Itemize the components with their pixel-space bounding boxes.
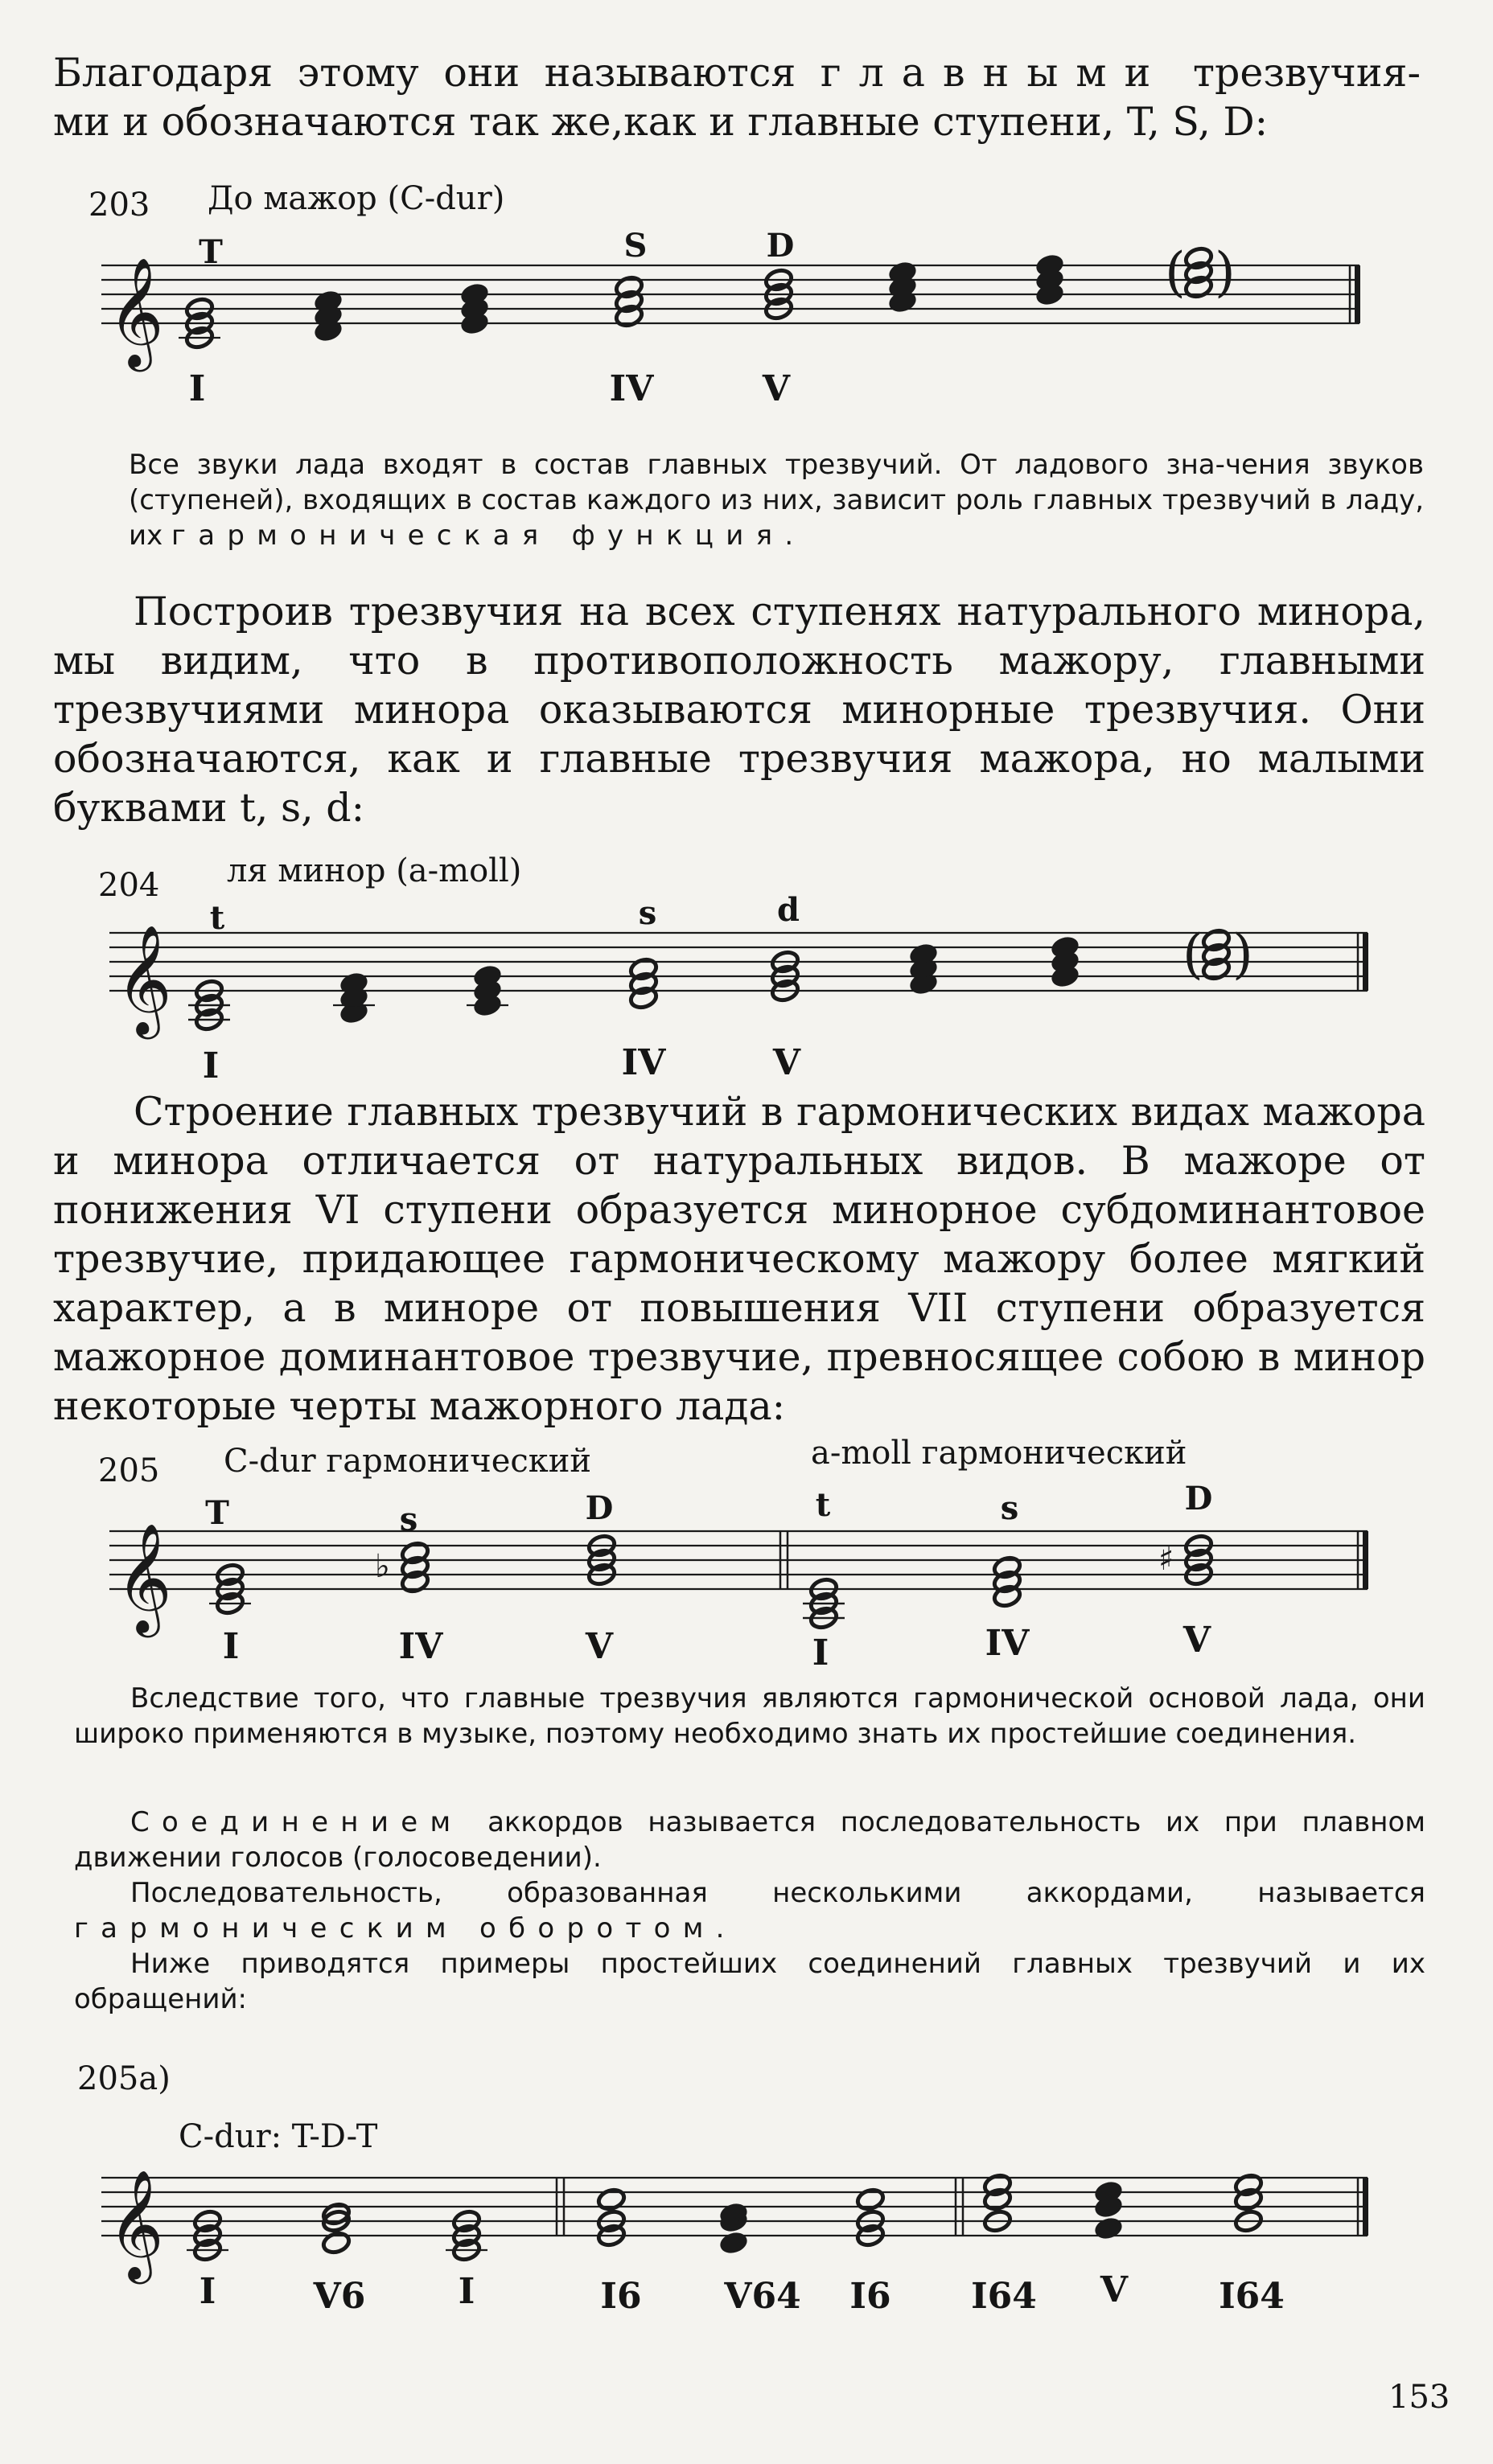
small-paragraph-functions	[129, 447, 1424, 553]
degree-label: V	[585, 1626, 614, 1667]
example-title-205a: C-dur: T-D-T	[179, 2118, 378, 2155]
function-label-d: d	[777, 891, 800, 929]
notehead	[459, 297, 489, 322]
notehead	[982, 2173, 1012, 2198]
notehead	[718, 2231, 748, 2256]
final-barline	[1363, 2178, 1368, 2236]
notehead	[1183, 246, 1213, 271]
notehead	[472, 979, 502, 1004]
notehead	[596, 2209, 626, 2234]
function-label-s: s	[399, 1501, 418, 1538]
notehead	[184, 297, 214, 322]
notehead	[400, 1541, 430, 1566]
notehead	[808, 1606, 838, 1631]
parenthesis-right: )	[1232, 923, 1253, 985]
function-label-s: s	[1000, 1489, 1019, 1527]
notehead	[763, 297, 793, 322]
notehead	[855, 2224, 885, 2248]
degree-label: IV	[398, 1626, 443, 1667]
notehead	[194, 993, 224, 1018]
notehead	[763, 268, 793, 293]
notehead	[808, 1591, 838, 1616]
notehead	[1093, 2180, 1123, 2205]
notehead	[321, 2209, 351, 2234]
function-label-T: T	[199, 233, 223, 271]
degree-label: I6	[600, 2276, 642, 2317]
notehead	[628, 971, 658, 996]
notehead	[992, 1570, 1022, 1595]
notehead	[982, 2187, 1012, 2212]
degree-label: I	[199, 2271, 216, 2312]
degree-label: I	[222, 1626, 240, 1667]
text-segment: Благодаря этому они называются	[53, 50, 821, 96]
example-title-205-right: a-moll гармонический	[811, 1435, 1187, 1472]
notehead	[215, 1591, 245, 1616]
spaced-term-harmonic-turn: гармоническим оборотом.	[74, 1912, 737, 1945]
notehead	[855, 2187, 885, 2212]
degree-label: I	[188, 368, 206, 409]
notehead	[339, 971, 368, 996]
example-number-205a: 205а)	[77, 2060, 171, 2097]
notehead	[215, 1563, 245, 1587]
notehead	[1183, 1548, 1213, 1573]
notehead	[339, 986, 368, 1011]
small-paragraph-turn-def	[74, 1875, 1425, 1946]
function-label-D: D	[1184, 1480, 1213, 1517]
parenthesis-left: (	[1165, 241, 1186, 303]
notehead	[472, 964, 502, 989]
degree-label: I	[202, 1045, 220, 1086]
function-label-t: t	[815, 1486, 831, 1524]
notehead	[313, 318, 343, 343]
degree-label: V	[1182, 1620, 1211, 1661]
notehead	[472, 993, 502, 1018]
notehead	[586, 1534, 616, 1558]
function-label-D: D	[585, 1489, 614, 1527]
text-segment: трезвучия-	[1168, 50, 1421, 96]
notehead	[992, 1555, 1022, 1580]
page-number: 153	[1388, 2379, 1450, 2416]
notehead	[1050, 950, 1080, 975]
example-number-205: 205	[98, 1452, 160, 1489]
parenthesis-right: )	[1215, 241, 1236, 303]
notehead	[808, 1577, 838, 1602]
degree-label: I6	[849, 2276, 891, 2317]
notehead	[400, 1555, 430, 1580]
notehead	[770, 964, 800, 989]
text-segment: Последовательность, образованная несколькими аккордами, называется	[130, 1877, 1425, 1909]
example-number-204: 204	[98, 867, 160, 904]
notehead	[614, 290, 644, 314]
notehead	[718, 2209, 748, 2234]
notehead	[628, 957, 658, 982]
notehead	[770, 950, 800, 975]
paragraph-minor-triads: Построив трезвучия на всех ступенях натурального минора, мы видим, что в противоположность мажору, главными трезвучиями минора оказываются минорные трезвучия. Они обозначаются, как и главные трезвучия мажора, но малыми буквами t, s, d:	[53, 589, 1425, 831]
text-segment: Все звуки лада входят в состав главных трезвучий. От ладового зна-чения звуков (ступеней), входящих в состав каждого из них, зависит роль главных трезвучий в ладу, их	[129, 449, 1424, 552]
notehead	[1233, 2173, 1263, 2198]
notehead	[459, 282, 489, 307]
degree-label: V	[762, 368, 791, 409]
notehead	[1201, 957, 1231, 982]
example-title-205-left: C-dur гармонический	[224, 1443, 592, 1480]
notehead	[1183, 1563, 1213, 1587]
notehead	[1093, 2216, 1123, 2241]
small-paragraph-connections: Вследствие того, что главные трезвучия являются гармонической основой лада, они широко применяются в музыке, поэтому необходимо знать их простейшие соединения.	[74, 1682, 1425, 1750]
notehead	[1093, 2195, 1123, 2220]
degree-label: I64	[971, 2276, 1037, 2317]
function-label-s: s	[638, 894, 657, 932]
treble-clef-icon: 𝄞	[116, 1522, 172, 1632]
notehead	[596, 2187, 626, 2212]
degree-label: IV	[609, 368, 654, 409]
paragraph-intro-line1	[53, 48, 1421, 97]
notehead	[855, 2209, 885, 2234]
notehead	[887, 275, 917, 300]
notehead	[628, 986, 658, 1011]
small-paragraph-examples-intro: Ниже приводятся примеры простейших соединений главных трезвучий и их обращений:	[74, 1948, 1425, 2015]
final-barline	[1355, 265, 1360, 323]
notehead	[1183, 275, 1213, 300]
small-paragraph-connection-def	[74, 1805, 1425, 1875]
notehead	[194, 1008, 224, 1033]
notehead	[451, 2238, 481, 2263]
spaced-term-main: главными	[820, 50, 1169, 96]
notehead	[1201, 942, 1231, 967]
notehead	[1034, 268, 1064, 293]
final-barline	[1363, 933, 1368, 991]
notehead	[321, 2202, 351, 2227]
notehead	[908, 942, 938, 967]
notehead	[1233, 2209, 1263, 2234]
function-label-S: S	[623, 227, 648, 265]
notehead	[192, 2238, 222, 2263]
notehead	[184, 311, 214, 336]
notehead	[887, 290, 917, 314]
notehead	[451, 2209, 481, 2234]
notehead	[614, 304, 644, 329]
notehead	[1050, 935, 1080, 960]
spaced-term-harmonic-function: гармоническая функция.	[171, 519, 806, 552]
notehead	[321, 2231, 351, 2256]
notehead	[192, 2224, 222, 2248]
notehead	[194, 979, 224, 1004]
notehead	[770, 979, 800, 1004]
final-barline	[1363, 1531, 1368, 1589]
treble-clef-icon: 𝄞	[108, 2168, 164, 2279]
notehead	[614, 275, 644, 300]
paragraph-harmonic-forms: Строение главных трезвучий в гармонических видах мажора и минора отличается от натуральных видов. В мажоре от понижения VI ступени образуется минорное субдоминантовое трезвучие, придающее гармоническому мажору более мягкий характер, а в миноре от повышения VII ступени образуется мажорное доминантовое трезвучие, превносящее собою в минор некоторые черты мажорного лада:	[53, 1089, 1425, 1429]
notehead	[184, 326, 214, 351]
degree-label: I	[458, 2271, 475, 2312]
notehead	[586, 1563, 616, 1587]
sharp-icon: ♯	[1158, 1541, 1174, 1578]
example-number-203: 203	[88, 187, 150, 224]
notehead	[586, 1548, 616, 1573]
notehead	[1201, 928, 1231, 953]
notehead	[339, 1000, 368, 1025]
notehead	[1183, 1534, 1213, 1558]
degree-label: I64	[1219, 2276, 1285, 2317]
notehead	[718, 2202, 748, 2227]
notehead	[887, 261, 917, 285]
treble-clef-icon: 𝄞	[116, 923, 172, 1034]
example-title-204: ля минор (a-moll)	[227, 852, 522, 889]
parenthesis-left: (	[1182, 923, 1203, 985]
notehead	[215, 1577, 245, 1602]
notehead	[400, 1570, 430, 1595]
notehead	[451, 2224, 481, 2248]
notehead	[982, 2209, 1012, 2234]
notehead	[1034, 282, 1064, 307]
flat-icon: ♭	[375, 1548, 390, 1585]
degree-label: V64	[724, 2276, 801, 2317]
function-label-D: D	[766, 227, 795, 265]
function-label-T: T	[205, 1494, 229, 1532]
degree-label: IV	[621, 1042, 666, 1083]
notehead	[908, 957, 938, 982]
example-title-203: До мажор (C-dur)	[208, 180, 505, 217]
notehead	[313, 290, 343, 314]
notehead	[596, 2224, 626, 2248]
degree-label: V6	[313, 2276, 366, 2317]
degree-label: IV	[985, 1623, 1030, 1664]
notehead	[192, 2209, 222, 2234]
notehead	[1050, 964, 1080, 989]
notehead	[992, 1584, 1022, 1609]
notehead	[313, 304, 343, 329]
notehead	[1183, 261, 1213, 285]
treble-clef-icon: 𝄞	[108, 256, 164, 367]
function-label-t: t	[209, 899, 225, 937]
notehead	[1233, 2187, 1263, 2212]
notehead	[459, 311, 489, 336]
degree-label: V	[1100, 2269, 1129, 2310]
degree-label: V	[772, 1042, 801, 1083]
notehead	[908, 971, 938, 996]
degree-label: I	[812, 1632, 829, 1673]
spaced-term-connection: Соединением	[130, 1806, 463, 1838]
notehead	[1034, 253, 1064, 278]
paragraph-intro-line2: ми и обозначаются так же,как и главные ступени, T, S, D:	[53, 99, 1269, 145]
text-segment: аккордов называется последовательность их при плавном движении голосов (голосоведении).	[74, 1806, 1425, 1874]
notehead	[763, 282, 793, 307]
